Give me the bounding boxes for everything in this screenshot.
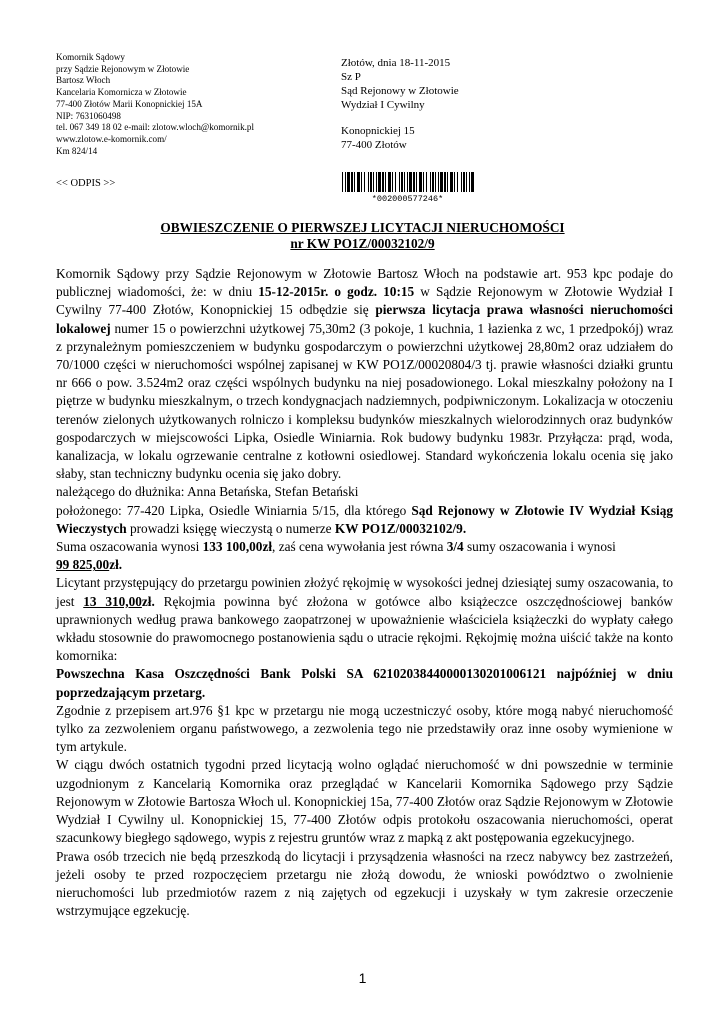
barcode-bars (342, 172, 474, 192)
paragraph-bank-account: Powszechna Kasa Oszczędności Bank Polski SA 62102038440000130201006121 najpóźniej w dniu poprzedzającym przetarg. (56, 666, 673, 700)
paragraph-location: położonego: 77-420 Lipka, Osiedle Winiarnia 5/15, dla którego Sąd Rejonowy w Złotowie IV Wydział Ksiąg Wieczystych prowadzi księgę wieczystą o numerze KW PO1Z/00032102/9. (56, 502, 673, 536)
paragraph-intro: Komornik Sądowy przy Sądzie Rejonowym w Złotowie Bartosz Włoch na podstawie art. 953 kpc podaje do publicznej wiadomości, że: w dniu 15-12-2015r. o godz. 10:15 w Sądzie Rejonowym w Złotowie Wydział I Cywilny 77-400 Złotów, Konopnickiej 15 odbędzie się pierwsza licytacja prawa własności nieruchomości lokalowej numer 15 o powierzchni użytkowej 75,30m2 (3 pokoje, 1 kuchnia, 1 łazienka z wc, 1 przedpokój) wraz z przynależnym pomieszczeniem w budynku gospodarczym o powierzchni użytkowej 28,80m2 oraz udziałem do 70/1000 części w nieruchomości wspólnej zapisanej w KW PO1Z/00020804/3 tj. prawie własności działki gruntu nr 666 o pow. 3.524m2 oraz części wspólnych budynku na niej posadowionego. Lokal mieszkalny położony na I piętrze w budynku mieszkalnym, o trzech kondygnacjach nadziemnych, podpiwniczonym. Lokalizacja w otoczeniu terenów zielonych użytkowanych rolniczo i kompleksu budynków mieszkalnych wielorodzinnych oraz budynków gospodarczych w miejscowości Lipka, Osiedle Winiarnia. Rok budowy budynku 1983r. Przyłącza: prąd, woda, kanalizacja, w lokalu ogrzewanie centralne z kotłowni osiedlowej. Standard wykończenia lokalu ocenia się jako słaby, stan techniczny budynku ocenia się jako dobry. (56, 266, 674, 482)
date-line: Złotów, dnia 18-11-2015 (341, 57, 451, 69)
title-line: OBWIESZCZENIE O PIERWSZEJ LICYTACJI NIERUCHOMOŚCI (160, 220, 565, 235)
sender-line: 77-400 Złotów Marii Konopnickiej 15A (56, 98, 203, 109)
page-title (0, 220, 725, 251)
document-body (56, 265, 673, 920)
paragraph-debtor: należącego do dłużnika: Anna Betańska, Stefan Betański (56, 484, 359, 500)
recipient-block (341, 56, 459, 152)
paragraph-deposit: Licytant przystępujący do przetargu powinien złożyć rękojmię w wysokości jednej dziesiątej sumy oszacowania, to jest 13 310,00zł. Rękojmia powinna być złożona w gotówce albo książeczce oszczędnościowej banków uprawnionych według prawa bankowego zaopatrzonej w upoważnienie właściciela książeczki do wypłaty całego wkładu stosownie do prawomocnego postanowienia sądu o utracie rękojmi. Rękojmię można uiścić także na konto komornika: (56, 575, 674, 664)
recipient-line: Konopnickiej 15 (341, 125, 415, 137)
sender-line: NIP: 7631060498 (56, 110, 121, 121)
sender-line: Km 824/14 (56, 145, 98, 156)
sender-line: przy Sądzie Rejonowym w Złotowie (56, 63, 190, 74)
odpis-label: << ODPIS >> (56, 178, 116, 189)
auction-date: 15-12-2015r. o godz. 10:15 (258, 284, 415, 300)
paragraph-viewing: W ciągu dwóch ostatnich tygodni przed licytacją wolno oglądać nieruchomość w dni powszednie w terminie uzgodnionym z Kancelarią Komornika oraz przeglądać w Kancelarii Komornika Sądowego przy Sądzie Rejonowym w Złotowie Bartosza Włoch ul. Konopnickiej 15a, 77-400 Złotów oraz Sądzie Rejonowym w Złotowie Wydział I Cywilny ul. Konopnickiej 15, 77-400 Złotów odpis protokołu oszacowania nieruchomości, operat szacunkowy biegłego sądowego, wypis z rejestru gruntów wraz z mapką z akt postępowania egzekucyjnego. (56, 757, 673, 846)
barcode-text: *002000577246* (371, 194, 444, 202)
recipient-line: Sz P (341, 71, 361, 83)
title-line: nr KW PO1Z/00032102/9 (290, 235, 435, 251)
sender-block (56, 52, 306, 157)
recipient-line: Wydział I Cywilny (341, 99, 425, 111)
page-number: 1 (358, 970, 367, 986)
sender-line: Komornik Sądowy (56, 52, 125, 62)
sender-line: tel. 067 349 18 02 e-mail: zlotow.wloch@komornik.pl (56, 122, 254, 133)
court-name: Sąd Rejonowy w Złotowie IV Wydział Ksiąg Wieczystych (56, 502, 673, 536)
paragraph-third-party: Prawa osób trzecich nie będą przeszkodą do licytacji i przysądzenia własności na rzecz nabywcy bez zastrzeżeń, jeżeli osoby te przed rozpoczęciem przetargu nie złożą dowodu, że wnioski powództwo o zwolnienie nieruchomości lub przedmiotów razem z nią zajętych od egzekucji i uzyskały w tym zakresie orzeczenie wstrzymujące egzekucję. (56, 848, 673, 919)
paragraph-valuation: Suma oszacowania wynosi 133 100,00zł, zaś cena wywołania jest równa 3/4 sumy oszacowania i wynosi 99 825,00zł. (56, 539, 616, 573)
sender-line: Kancelaria Komornicza w Złotowie (56, 87, 187, 98)
recipient-line: Sąd Rejonowy w Złotowie (341, 85, 459, 97)
sender-line: www.zlotow.e-komornik.com/ (56, 133, 167, 144)
barcode (341, 172, 474, 202)
deposit-amount: 13 310,00zł. (83, 593, 155, 609)
auction-subject: pierwsza licytacja prawa własności nieruchomości lokalowej (56, 302, 673, 336)
starting-price: 99 825,00zł. (56, 557, 123, 573)
recipient-line: 77-400 Złotów (341, 139, 407, 151)
kw-number: KW PO1Z/00032102/9. (334, 520, 467, 536)
valuation-sum: 133 100,00zł (202, 539, 273, 555)
fraction: 3/4 (446, 539, 464, 555)
sender-line: Bartosz Włoch (56, 75, 111, 86)
paragraph-exclusions: Zgodnie z przepisem art.976 §1 kpc w przetargu nie mogą uczestniczyć osoby, które mogą nabyć nieruchomość tylko za zezwoleniem organu państwowego, a zezwolenia tego nie przedstawiły oraz inne osoby wymienione w tym artykule. (56, 702, 673, 755)
